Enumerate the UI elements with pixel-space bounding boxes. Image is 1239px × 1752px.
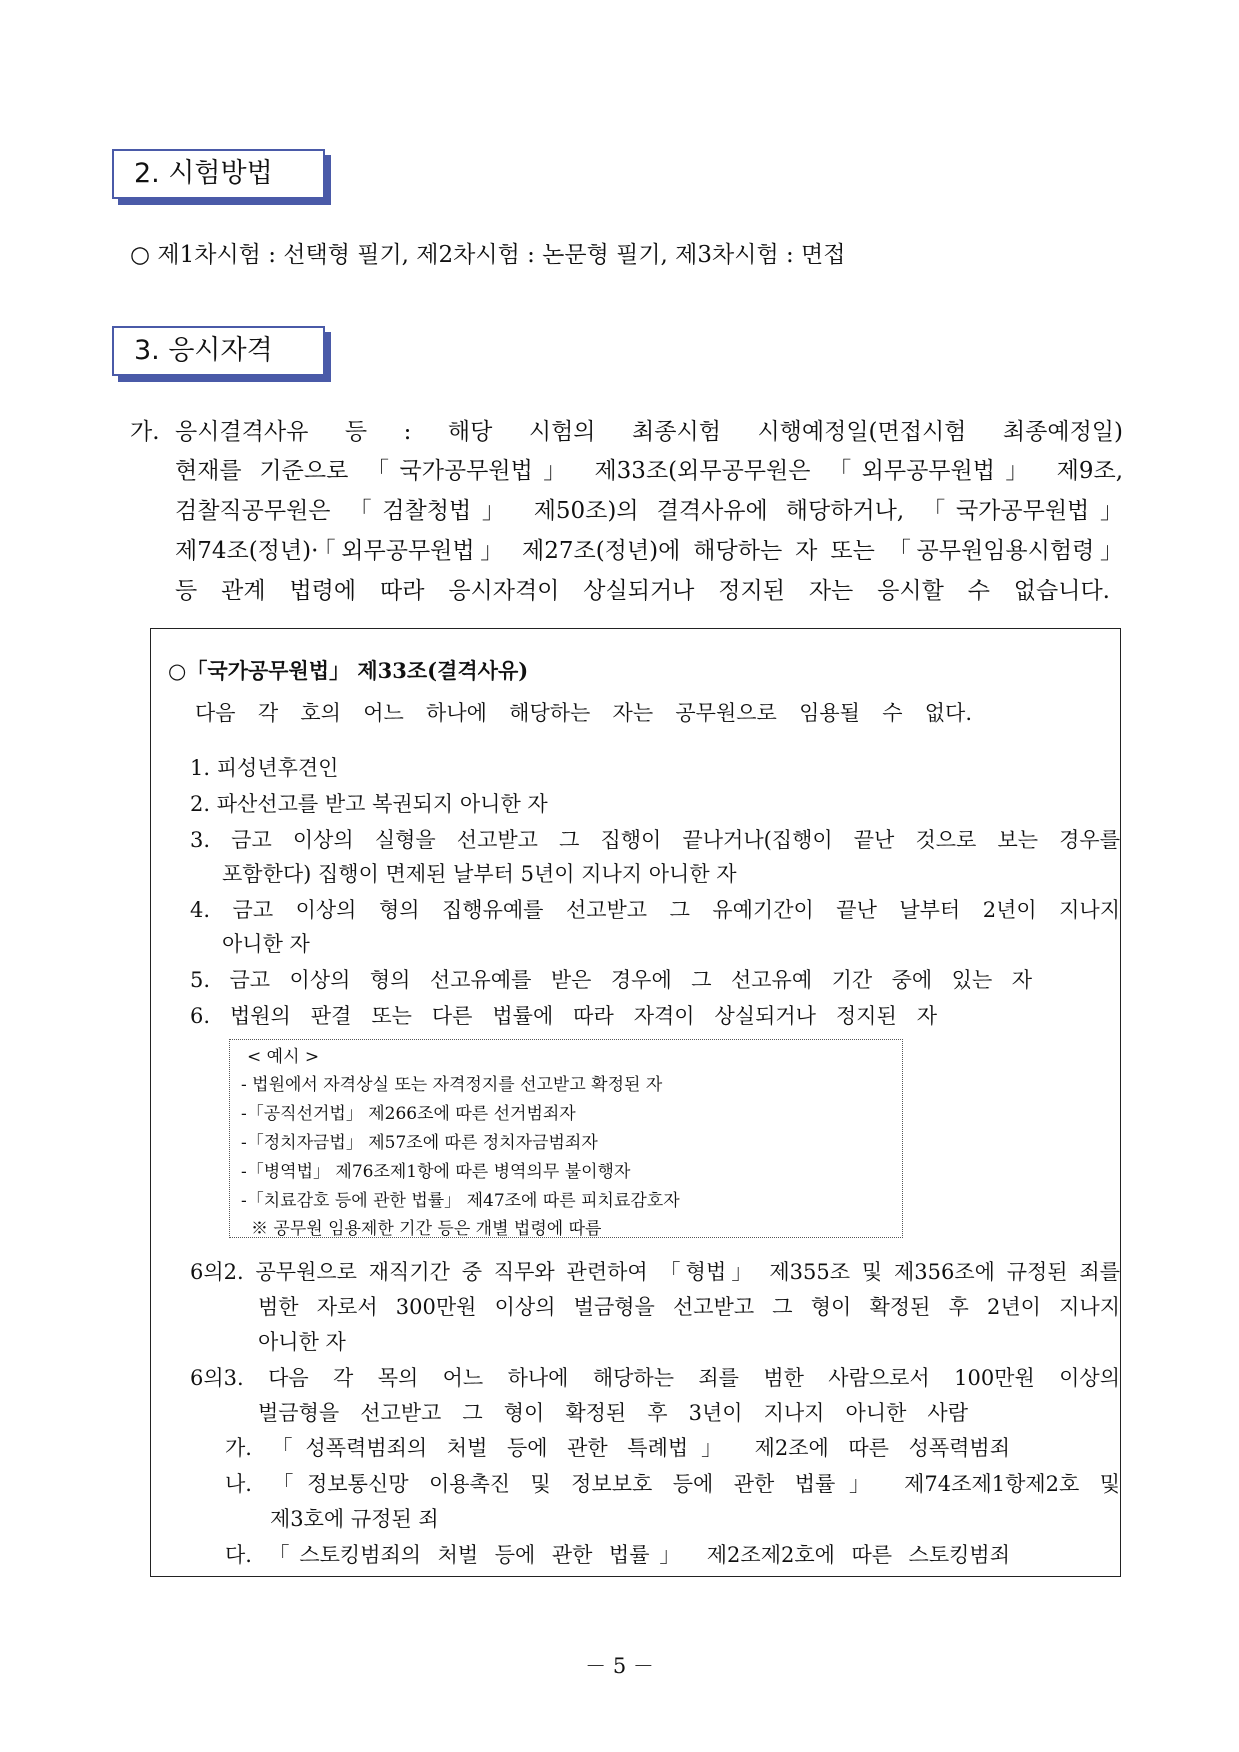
example-line-4: -「병역법」 제76조제1항에 따른 병역의무 불이행자 <box>241 1162 631 1182</box>
law-subitem-ga: 가. 「성폭력범죄의 처벌 등에 관한 특례법」 제2조에 따른 성폭력범죄 <box>225 1436 1010 1460</box>
law-item-2: 2. 파산선고를 받고 복권되지 아니한 자 <box>190 792 548 816</box>
law-item-6-2-cont-1: 범한 자로서 300만원 이상의 벌금형을 선고받고 그 형이 확정된 후 2년이 지나지 <box>258 1295 1120 1319</box>
law-item-6-3: 6의3. 다음 각 목의 어느 하나에 해당하는 죄를 범한 사람으로서 100만원 이상의 <box>190 1366 1120 1390</box>
law-subitem-na-cont: 제3호에 규정된 죄 <box>270 1507 439 1531</box>
method-line: ○ 제1차시험 : 선택형 필기, 제2차시험 : 논문형 필기, 제3차시험 : 면접 <box>130 242 846 268</box>
para-line-5: 등 관계 법령에 따라 응시자격이 상실되거나 정지된 자는 응시할 수 없습니다. <box>175 578 1110 604</box>
example-title: < 예시 > <box>247 1047 320 1067</box>
section-heading-method <box>112 149 325 199</box>
example-line-5: -「치료감호 등에 관한 법률」 제47조에 따른 피치료감호자 <box>241 1191 680 1211</box>
law-subitem-na: 나. 「정보통신망 이용촉진 및 정보보호 등에 관한 법률」 제74조제1항제2호 및 <box>225 1472 1120 1496</box>
law-item-4-cont: 아니한 자 <box>222 932 310 956</box>
section-heading-qualification-text: 3. 응시자격 <box>134 335 273 366</box>
example-note: ※ 공무원 임용제한 기간 등은 개별 법령에 따름 <box>251 1219 602 1239</box>
law-item-6-2-cont-2: 아니한 자 <box>258 1330 346 1354</box>
law-title: ○「국가공무원법」 제33조(결격사유) <box>168 658 529 683</box>
section-heading-qualification <box>112 326 325 376</box>
law-item-3-cont: 포함한다) 집행이 면제된 날부터 5년이 지나지 아니한 자 <box>222 862 737 886</box>
law-item-1: 1. 피성년후견인 <box>190 756 339 780</box>
law-item-4: 4. 금고 이상의 형의 집행유예를 선고받고 그 유예기간이 끝난 날부터 2년이 지나지 <box>190 898 1120 922</box>
law-item-6-3-cont: 벌금형을 선고받고 그 형이 확정된 후 3년이 지나지 아니한 사람 <box>258 1401 968 1425</box>
para-label: 가. <box>130 419 160 445</box>
law-intro: 다음 각 호의 어느 하나에 해당하는 자는 공무원으로 임용될 수 없다. <box>195 701 972 725</box>
example-line-2: -「공직선거법」 제266조에 따른 선거범죄자 <box>241 1104 576 1124</box>
law-item-6-2: 6의2. 공무원으로 재직기간 중 직무와 관련하여 「형법」 제355조 및 제356조에 규정된 죄를 <box>190 1260 1120 1284</box>
law-item-6: 6. 법원의 판결 또는 다른 법률에 따라 자격이 상실되거나 정지된 자 <box>190 1004 937 1028</box>
law-item-5: 5. 금고 이상의 형의 선고유예를 받은 경우에 그 선고유예 기간 중에 있는 자 <box>190 968 1032 992</box>
section-heading-method-text: 2. 시험방법 <box>134 158 273 189</box>
law-item-3: 3. 금고 이상의 실형을 선고받고 그 집행이 끝나거나(집행이 끝난 것으로 보는 경우를 <box>190 828 1120 852</box>
para-line-2: 현재를 기준으로 「국가공무원법」 제33조(외무공무원은 「외무공무원법」 제9조, <box>175 458 1123 484</box>
page-number: － 5 － <box>585 1654 654 1678</box>
law-subitem-da: 다. 「스토킹범죄의 처벌 등에 관한 법률」 제2조제2호에 따른 스토킹범죄 <box>225 1543 1010 1567</box>
para-line-1: 응시결격사유 등 : 해당 시험의 최종시험 시행예정일(면접시험 최종예정일) <box>175 419 1123 445</box>
example-line-3: -「정치자금법」 제57조에 따른 정치자금범죄자 <box>241 1133 598 1153</box>
para-line-3: 검찰직공무원은 「검찰청법」 제50조)의 결격사유에 해당하거나, 「국가공무원법」 <box>175 498 1123 524</box>
para-line-4: 제74조(정년)·「외무공무원법」 제27조(정년)에 해당하는 자 또는 「공무원임용시험령」 <box>175 538 1123 564</box>
example-line-1: - 법원에서 자격상실 또는 자격정지를 선고받고 확정된 자 <box>241 1075 663 1095</box>
